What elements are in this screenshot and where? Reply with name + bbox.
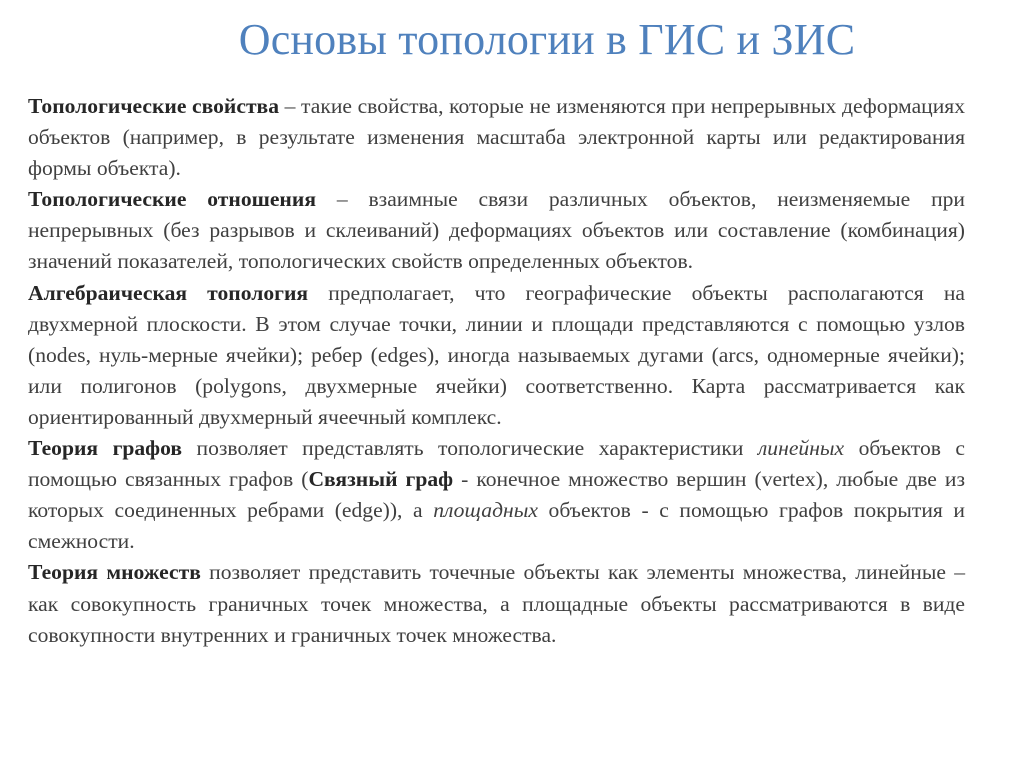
graph-theory-text-4: объектов - с помощью графов покрытия и смежности.: [28, 498, 965, 554]
term-topological-relations: Топологические отношения: [28, 187, 316, 212]
graph-theory-text-2: объектов с помощью связанных графов (: [28, 436, 966, 492]
definition-algebraic-topology: предполагает, что географические объекты располагаются на двухмерной плоскости. В этом случае точки, линии и площади представляются с помощью узлов (nodes, нуль-мерные ячейки); ребер (edges), иногда называемых дугами (arcs, одномерные ячейки); или полигонов (polygons, двухмерные ячейки) соответственно. Карта рассматривается как ориентированный двухмерный ячеечный комплекс.: [28, 280, 965, 429]
paragraph-set-theory: [28, 557, 965, 650]
slide-body: [28, 91, 965, 651]
paragraph-topological-relations: [28, 184, 965, 277]
definition-topological-properties: – такие свойства, которые не изменяются при непрерывных деформациях объектов (например, в результате изменения масштаба электронной карты или редактирования формы объекта).: [28, 94, 965, 181]
graph-theory-italic-linear: линейных: [757, 436, 845, 461]
term-set-theory: Теория множеств: [28, 560, 201, 585]
paragraph-topological-properties: [28, 91, 965, 184]
definition-set-theory: позволяет представить точечные объекты как элементы множества, линейные – как совокупность граничных точек множества, а площадные объекты рассматриваются в виде совокупности внутренних и граничных точек множества.: [28, 560, 965, 647]
graph-theory-bold-connected-graph: Связный граф: [308, 467, 454, 492]
term-topological-properties: Топологические свойства: [28, 94, 280, 118]
paragraph-graph-theory: [28, 433, 965, 557]
graph-theory-text-1: позволяет представлять топологические характеристики: [182, 436, 758, 461]
graph-theory-text-3: - конечное множество вершин (vertex), любые две из которых соединенных ребрами (edge)), а: [28, 467, 965, 523]
definition-topological-relations: – взаимные связи различных объектов, неизменяемые при непрерывных (без разрывов и склеиваний) деформациях объектов или составление (комбинация) значений показателей, топологических свойств определенных объектов.: [28, 187, 965, 274]
term-graph-theory: Теория графов: [28, 436, 183, 461]
term-algebraic-topology: Алгебраическая топология: [28, 280, 309, 305]
slide-title: Основы топологии в ГИС и ЗИС: [238, 15, 856, 64]
graph-theory-italic-areal: площадных: [433, 498, 538, 523]
paragraph-algebraic-topology: [28, 278, 965, 433]
